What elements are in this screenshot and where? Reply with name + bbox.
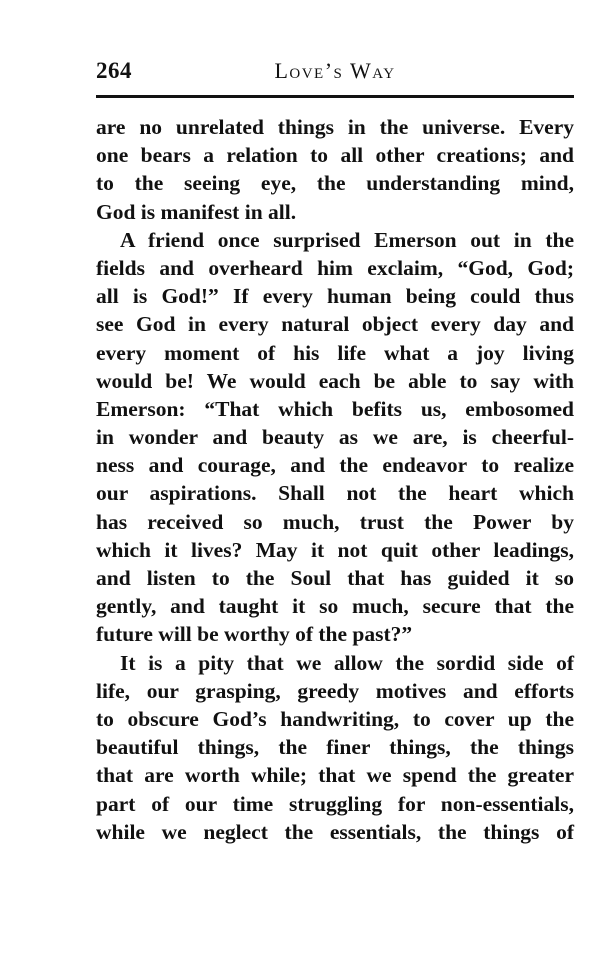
text-line: all is God!” If every human being could thus [96,284,574,309]
text-line: fields and overheard him exclaim, “God, God; [96,255,574,280]
paragraph [96,226,574,649]
text-line: life, our grasping, greedy motives and efforts [96,678,574,703]
text-line: that are worth while; that we spend the greater [96,763,574,788]
text-line: would be! We would each be able to say with [96,368,574,393]
text-line: beautiful things, the finer things, the things [96,735,574,760]
text-line: future will be worthy of the past?” [96,622,413,647]
text-line: see God in every natural object every day and [96,312,574,337]
text-line: has received so much, trust the Power by [96,509,574,534]
text-line: which it lives? May it not quit other leadings, [96,537,574,562]
text-line: our aspirations. Shall not the heart which [96,481,574,506]
text-line: gently, and taught it so much, secure that the [96,594,574,619]
text-line: to the seeing eye, the understanding mind, [96,171,574,196]
page-number: 264 [96,58,132,83]
text-line: in wonder and beauty as we are, is cheerful- [96,425,574,450]
text-line: are no unrelated things in the universe. Every [96,115,574,139]
body-text [96,113,574,846]
text-line: and listen to the Soul that has guided it so [96,566,574,590]
text-line: ness and courage, and the endeavor to realize [96,453,574,478]
running-title: Love’s Way [274,58,396,83]
text-line: Emerson: “That which befits us, embosomed [96,396,574,421]
text-line: part of our time struggling for non-essentials, [96,791,574,816]
text-line: It is a pity that we allow the sordid side of [120,650,574,675]
header-rule [96,95,574,98]
text-line: one bears a relation to all other creations; and [96,143,574,168]
text-line: A friend once surprised Emerson out in the [120,227,574,252]
paragraph [96,113,574,226]
text-line: while we neglect the essentials, the things of [96,819,574,844]
text-line: every moment of his life what a joy living [96,340,574,365]
paragraph [96,649,574,846]
text-line: God is manifest in all. [96,199,297,224]
text-line: to obscure God’s handwriting, to cover up the [96,706,574,731]
running-head [96,58,574,90]
